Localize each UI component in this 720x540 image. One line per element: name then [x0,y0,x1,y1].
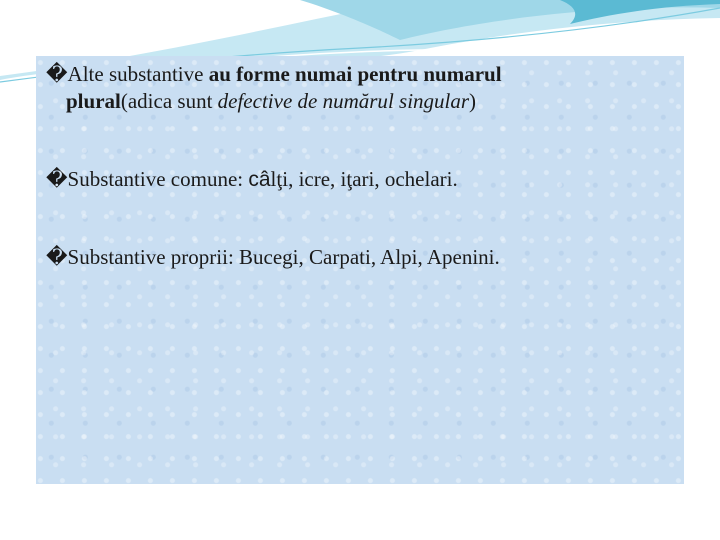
item1-text-e: defective de număru [217,89,388,113]
bullet-icon: � [46,62,68,86]
item2-text-b: câ [248,168,271,191]
bullet-icon: � [46,167,68,191]
item1-text-a: Alte substantive [67,62,209,86]
item1-text-d: (adica sunt [120,89,218,113]
item1-text-g: ) [469,89,477,113]
item3-text: Substantive proprii: Bucegi, Carpati, Alpi, Apenini. [67,245,500,269]
item2-text-d: , icre, iţari, ochelari. [288,167,458,191]
bullet-item-common-nouns [46,166,666,193]
item1-text-f: l singular [387,89,470,113]
bullet-item-plural [46,61,666,115]
bullet-icon: � [46,245,68,269]
item2-text-c: lţi [270,167,289,191]
item1-text-c: plural [66,89,121,113]
bullet-item-proper-nouns [46,244,666,271]
item2-text-a: Substantive comune: [67,167,249,191]
item1-text-b: au forme numai pentru numarul [208,62,502,86]
